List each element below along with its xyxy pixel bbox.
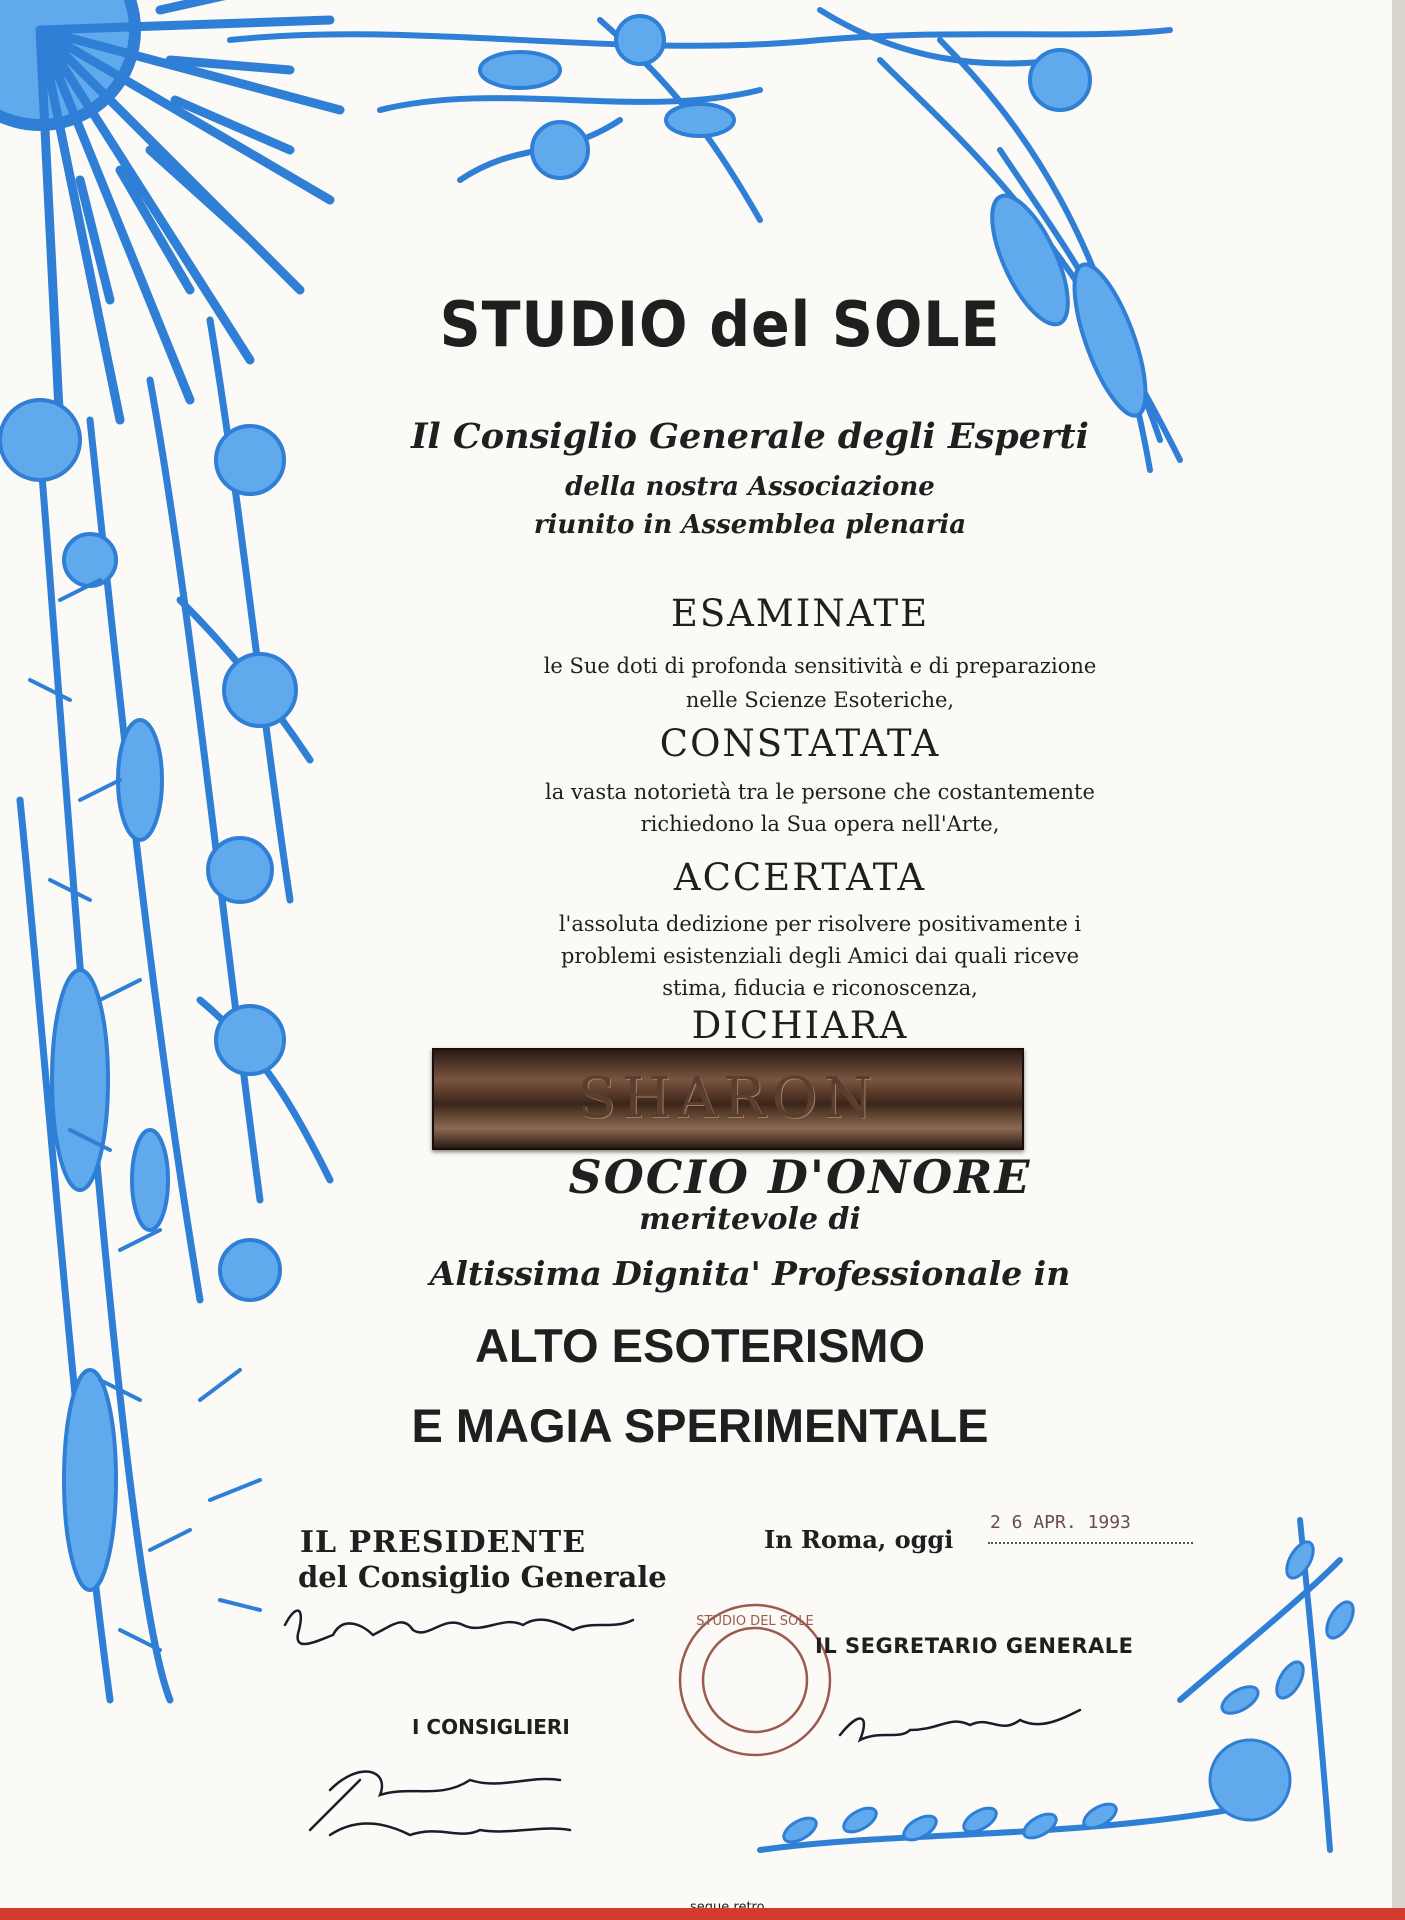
- frame-edge-bottom: [0, 1908, 1405, 1920]
- section-line: l'assoluta dedizione per risolvere positivamente i: [558, 912, 1082, 936]
- declare-heading: DICHIARA: [691, 1004, 909, 1047]
- section-heading: CONSTATATA: [659, 722, 941, 765]
- section-line: richiedono la Sua opera nell'Arte,: [640, 812, 1000, 836]
- council-line: Il Consiglio Generale degli Esperti: [411, 416, 1089, 457]
- section-heading: ACCERTATA: [673, 856, 927, 899]
- discipline-line-1: ALTO ESOTERISMO: [474, 1319, 925, 1372]
- date-dotted-line: [988, 1542, 1193, 1544]
- sun-ornament: [0, 0, 340, 430]
- svg-text:STUDIO DEL SOLE: STUDIO DEL SOLE: [696, 1614, 814, 1629]
- studio-stamp: [680, 1605, 830, 1755]
- section-heading: ESAMINATE: [670, 592, 930, 635]
- section-line: stima, fiducia e riconoscenza,: [662, 976, 978, 1000]
- section-line: nelle Scienze Esoteriche,: [685, 688, 955, 712]
- assembly-line: riunito in Assemblea plenaria: [533, 510, 967, 540]
- section-line: problemi esistenziali degli Amici dai quali riceve: [560, 944, 1080, 968]
- date-stamp: 2 6 APR. 1993: [990, 1512, 1131, 1533]
- frame-edge-right: [1392, 0, 1405, 1920]
- name-plate-text: SHARON: [577, 1066, 879, 1131]
- councillors-title: I CONSIGLIERI: [412, 1715, 570, 1739]
- merit-line: meritevole di: [639, 1202, 861, 1237]
- discipline-line-2: E MAGIA SPERIMENTALE: [411, 1399, 989, 1452]
- secretary-title: IL SEGRETARIO GENERALE: [815, 1634, 1134, 1658]
- name-plate: [432, 1048, 1024, 1150]
- president-subtitle: del Consiglio Generale: [298, 1560, 667, 1594]
- place-label: In Roma, oggi: [764, 1525, 954, 1554]
- certificate-title: STUDIO del SOLE: [439, 288, 1001, 361]
- association-line: della nostra Associazione: [565, 472, 935, 502]
- president-title: IL PRESIDENTE: [300, 1525, 587, 1560]
- dignity-line: Altissima Dignita' Professionale in: [429, 1254, 1071, 1293]
- section-line: la vasta notorietà tra le persone che costantemente: [545, 780, 1095, 804]
- honor-title: SOCIO D'ONORE: [568, 1150, 1032, 1204]
- section-line: le Sue doti di profonda sensitività e di preparazione: [543, 654, 1097, 678]
